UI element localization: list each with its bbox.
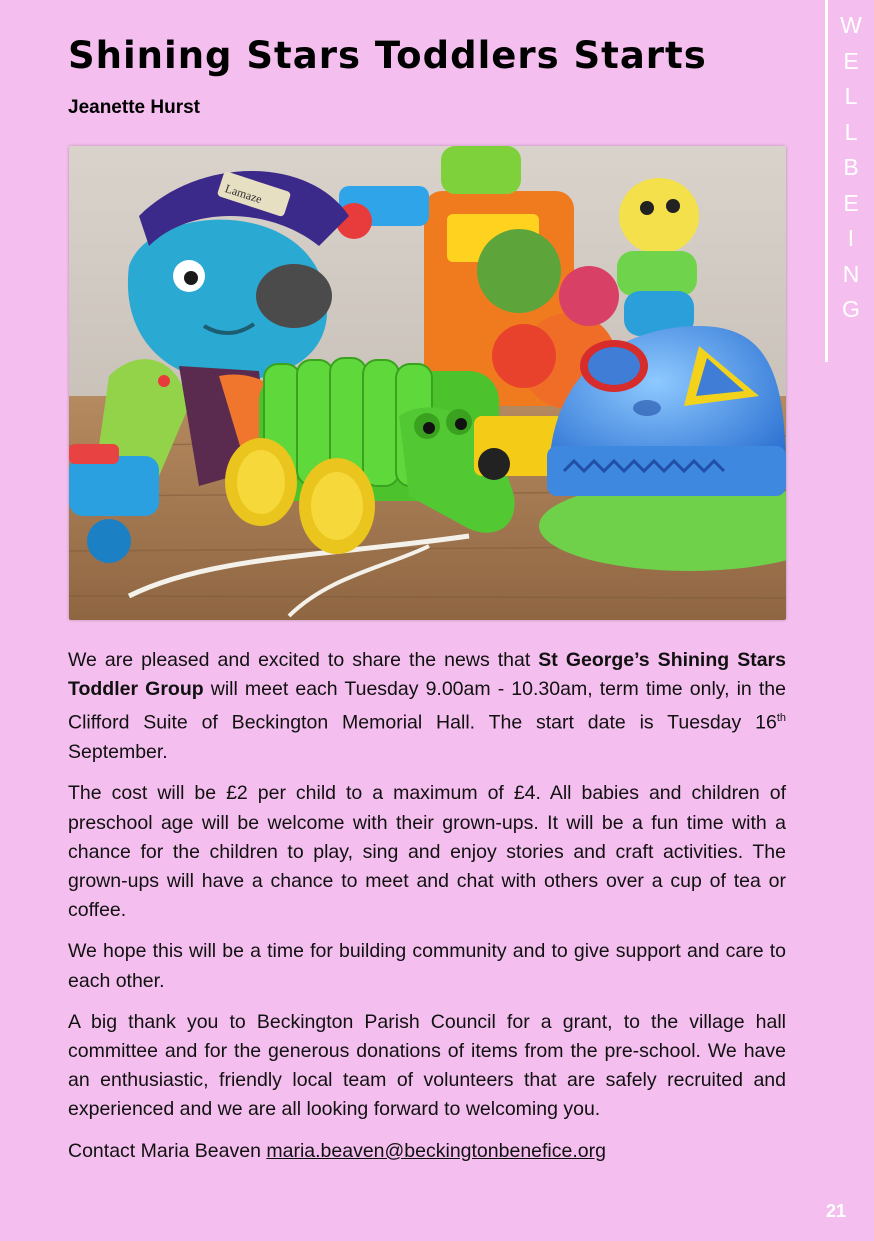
article-title: Shining Stars Toddlers Starts xyxy=(68,34,707,77)
paragraph-announcement-details: will meet each Tuesday 9.00am - 10.30am, term time only, in the Clifford Suite of Beckington Memorial Hall. The start date is Tuesday 16 xyxy=(68,678,786,734)
paragraph-announcement-prefix: We are pleased and excited to share the news that xyxy=(68,649,539,671)
section-tab-letter: E xyxy=(843,47,859,74)
contact-email-link[interactable]: maria.beaven@beckingtonbenefice.org xyxy=(266,1140,606,1162)
section-tab-letter: W xyxy=(840,12,862,38)
date-ordinal-suffix: th xyxy=(776,712,786,725)
contact-line xyxy=(68,1140,606,1163)
section-tab-letter: I xyxy=(847,225,855,251)
article-body xyxy=(68,646,786,1137)
contact-label: Contact Maria Beaven xyxy=(68,1140,267,1162)
article-author: Jeanette Hurst xyxy=(68,97,200,118)
paragraph-announcement xyxy=(68,646,786,767)
toys-photo xyxy=(69,146,786,620)
group-name: St George’s Shining Stars Toddler Group xyxy=(68,649,786,701)
section-tab-letter: E xyxy=(843,189,859,216)
section-tab-wellbeing xyxy=(825,0,874,362)
section-tab-letter: G xyxy=(842,296,860,322)
toy-label-text: Lamaze xyxy=(223,181,264,207)
page-number: 21 xyxy=(826,1201,847,1221)
section-tab-letter: L xyxy=(844,118,858,145)
section-tab-letter: B xyxy=(843,154,859,180)
section-tab-letter: L xyxy=(844,83,858,109)
section-tab-letter: N xyxy=(842,260,860,287)
paragraph-announcement-end: September. xyxy=(68,741,168,764)
paragraph-thanks: A big thank you to Beckington Parish Council for a grant, to the village hall committee and for the generous donations of items from the pre-school. We have an enthusiastic, friendly local team of volunteers that are safely recruited and experienced and we are all looking forward to welcoming you. xyxy=(68,1010,786,1121)
paragraph-community: We hope this will be a time for building community and to give support and care to each other. xyxy=(68,940,786,992)
paragraph-cost: The cost will be £2 per child to a maximum of £4. All babies and children of preschool age will be welcome with their grown-ups. It will be a fun time with a chance for the children to play, sing and enjoy stories and craft activities. The grown-ups will have a chance to meet and chat with others over a cup of tea or coffee. xyxy=(68,782,786,922)
